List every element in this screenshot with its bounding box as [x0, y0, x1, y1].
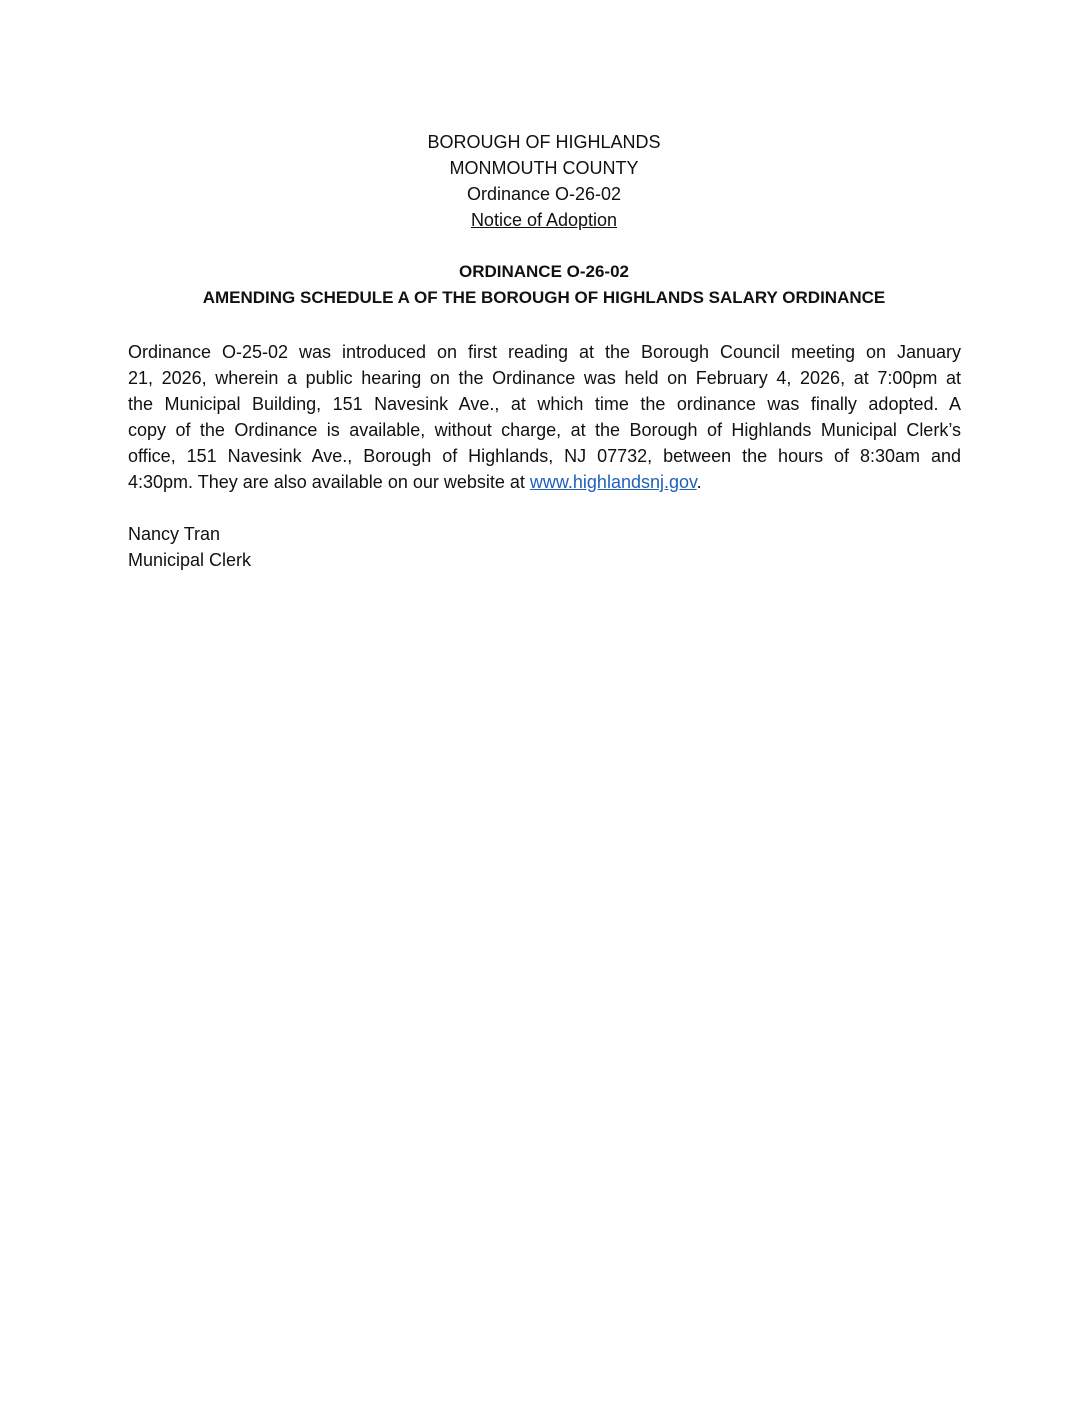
website-link[interactable]: www.highlandsnj.gov — [529, 472, 697, 492]
body-line: 21, 2026, wherein a public hearing on the Ordinance was held on February 4, 2026, at 7:00pm at — [128, 368, 961, 388]
ordinance-title-number: ORDINANCE O-26-02 — [458, 262, 630, 281]
notice-body — [128, 339, 961, 495]
body-line: the Municipal Building, 151 Navesink Ave., at which time the ordinance was finally adopted. A — [128, 394, 961, 414]
body-line: Ordinance O-25-02 was introduced on first reading at the Borough Council meeting on January — [128, 342, 961, 362]
signer-name: Nancy Tran — [128, 524, 221, 544]
signer-role: Municipal Clerk — [128, 550, 252, 570]
borough-name: BOROUGH OF HIGHLANDS — [427, 132, 661, 152]
notice-header — [0, 129, 1088, 233]
county-name: MONMOUTH COUNTY — [449, 158, 639, 178]
signature — [128, 521, 251, 573]
body-line-last — [128, 469, 961, 495]
body-last-line-period: . — [696, 472, 702, 492]
body-line: office, 151 Navesink Ave., Borough of Highlands, NJ 07732, between the hours of 8:30am and — [128, 446, 961, 466]
ordinance-title — [0, 259, 1088, 311]
ordinance-number: Ordinance O-26-02 — [466, 184, 622, 204]
notice-type: Notice of Adoption — [470, 210, 618, 230]
body-line: copy of the Ordinance is available, without charge, at the Borough of Highlands Municipal Clerk’s — [128, 420, 961, 440]
body-last-line-text: 4:30pm. They are also available on our website at — [128, 472, 530, 492]
ordinance-title-subject: AMENDING SCHEDULE A OF THE BOROUGH OF HIGHLANDS SALARY ORDINANCE — [202, 288, 886, 307]
